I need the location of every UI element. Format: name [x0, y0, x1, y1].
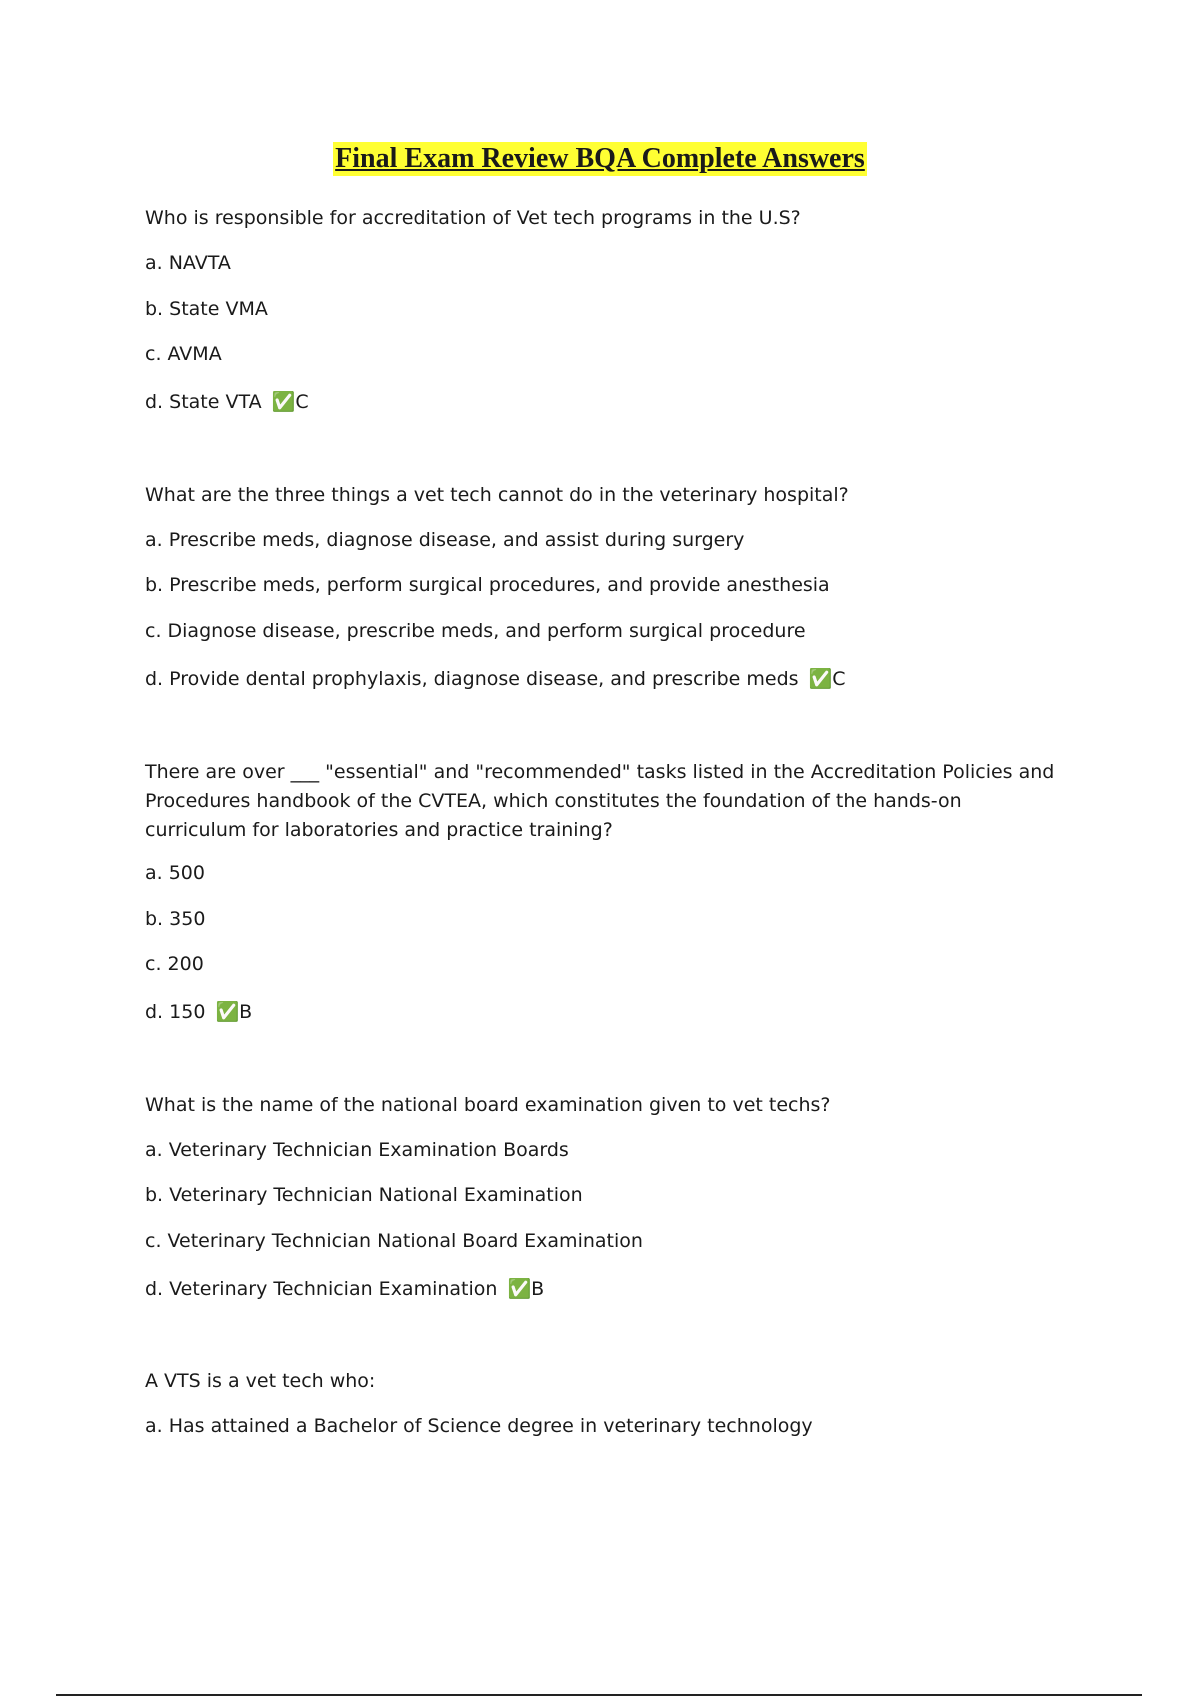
q4-option-c: c. Veterinary Technician National Board Examination	[145, 1230, 643, 1252]
page-bottom-rule	[56, 1694, 1142, 1696]
q1-option-b: b. State VMA	[145, 298, 268, 320]
q3-answer: B	[239, 1001, 253, 1023]
q2-option-a: a. Prescribe meds, diagnose disease, and assist during surgery	[145, 529, 745, 551]
q2-answer: C	[832, 668, 846, 690]
question-2-text: What are the three things a vet tech cannot do in the veterinary hospital?	[145, 484, 849, 506]
q5-option-a: a. Has attained a Bachelor of Science degree in veterinary technology	[145, 1415, 813, 1437]
q3-option-a: a. 500	[145, 862, 205, 884]
q3-option-d-row	[145, 998, 252, 1027]
question-3-text: There are over ___ "essential" and "recommended" tasks listed in the Accreditation Policies and Procedures handbook of the CVTEA, which constitutes the foundation of the hands-on curriculum for laboratories and practice training?	[145, 761, 1055, 841]
q2-option-d: d. Provide dental prophylaxis, diagnose disease, and prescribe meds	[145, 668, 799, 690]
q1-option-d-row	[145, 388, 309, 417]
q3-option-c: c. 200	[145, 953, 204, 975]
question-1-text: Who is responsible for accreditation of Vet tech programs in the U.S?	[145, 207, 801, 229]
q1-option-d: d. State VTA	[145, 391, 262, 413]
checkmark-icon: ✅	[271, 391, 296, 413]
q3-option-b: b. 350	[145, 908, 206, 930]
q4-option-a: a. Veterinary Technician Examination Boards	[145, 1139, 569, 1161]
q2-option-b: b. Prescribe meds, perform surgical procedures, and provide anesthesia	[145, 574, 830, 596]
q2-option-c: c. Diagnose disease, prescribe meds, and perform surgical procedure	[145, 620, 806, 642]
checkmark-icon: ✅	[215, 1001, 240, 1023]
question-5-text: A VTS is a vet tech who:	[145, 1370, 376, 1392]
q4-option-d: d. Veterinary Technician Examination	[145, 1278, 498, 1300]
q2-option-d-row	[145, 665, 846, 694]
q1-answer: C	[295, 391, 309, 413]
q4-option-b: b. Veterinary Technician National Examination	[145, 1184, 583, 1206]
question-4-text: What is the name of the national board examination given to vet techs?	[145, 1094, 831, 1116]
q1-option-a: a. NAVTA	[145, 252, 231, 274]
q4-answer: B	[531, 1278, 545, 1300]
checkmark-icon: ✅	[507, 1278, 532, 1300]
q3-option-d: d. 150	[145, 1001, 206, 1023]
q4-option-d-row	[145, 1275, 544, 1304]
title-container	[0, 142, 1200, 176]
q1-option-c: c. AVMA	[145, 343, 222, 365]
page-title: Final Exam Review BQA Complete Answers	[335, 143, 865, 174]
checkmark-icon: ✅	[808, 668, 833, 690]
